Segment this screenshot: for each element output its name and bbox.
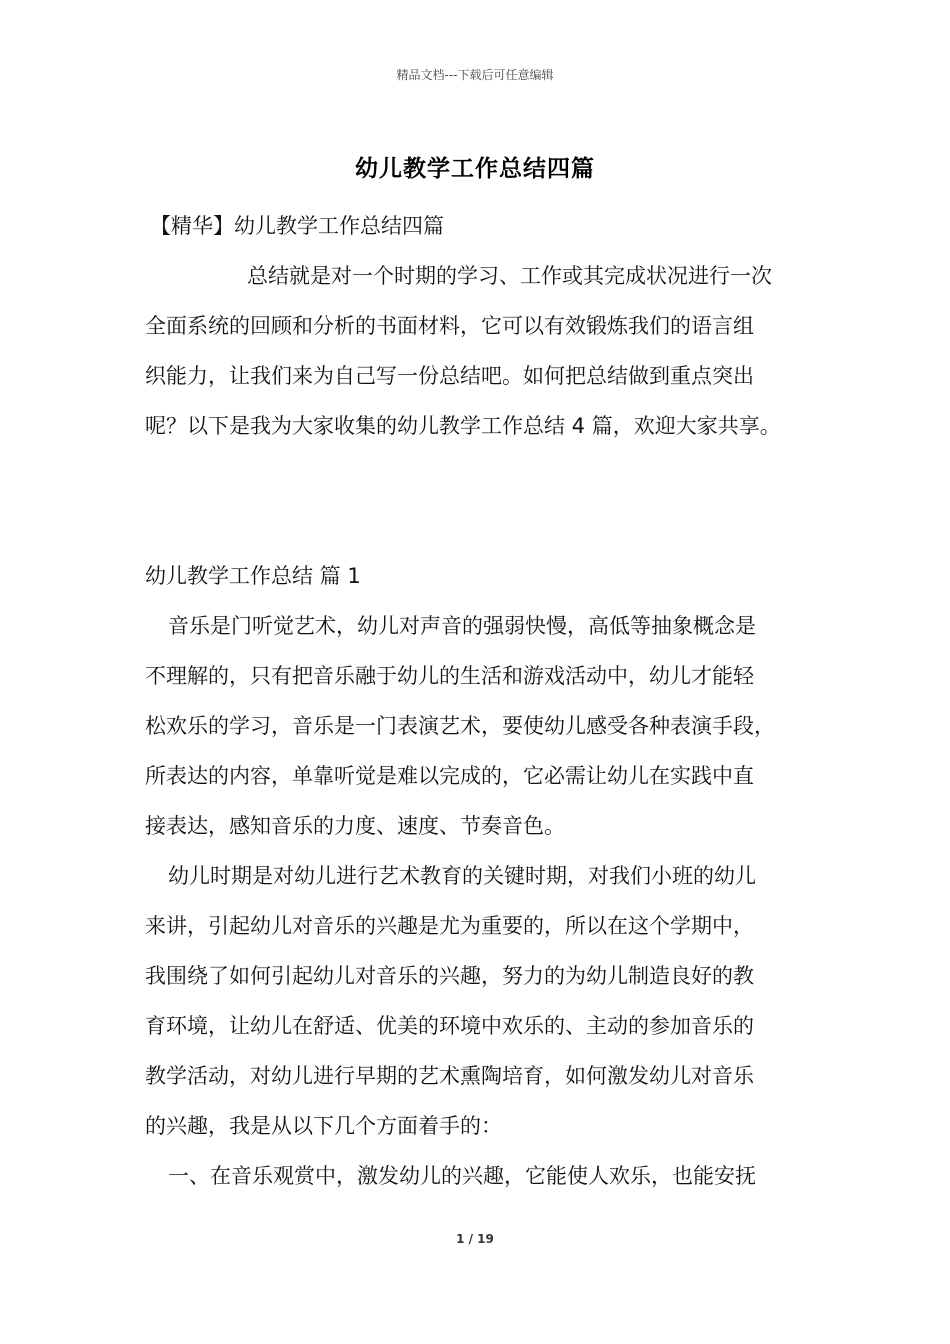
section-heading: 幼儿教学工作总结 篇 1	[145, 564, 361, 588]
paragraph-line: 不理解的，只有把音乐融于幼儿的生活和游戏活动中，幼儿才能轻	[145, 664, 754, 688]
subtitle: 【精华】幼儿教学工作总结四篇	[150, 214, 444, 238]
paragraph-line: 育环境，让幼儿在舒适、优美的环境中欢乐的、主动的参加音乐的	[145, 1014, 754, 1038]
intro-line: 全面系统的回顾和分析的书面材料，它可以有效锻炼我们的语言组	[145, 314, 754, 338]
paragraph-line: 我围绕了如何引起幼儿对音乐的兴趣，努力的为幼儿制造良好的教	[145, 964, 754, 988]
paragraph-line: 来讲，引起幼儿对音乐的兴趣是尤为重要的，所以在这个学期中，	[145, 914, 754, 938]
page-header: 精品文档---下载后可任意编辑	[396, 68, 554, 82]
intro-line: 呢？以下是我为大家收集的幼儿教学工作总结 4 篇，欢迎大家共享。	[145, 414, 781, 438]
paragraph-line: 接表达，感知音乐的力度、速度、节奏音色。	[145, 814, 565, 838]
paragraph-line: 音乐是门听觉艺术，幼儿对声音的强弱快慢，高低等抽象概念是	[168, 614, 756, 638]
paragraph-line: 教学活动，对幼儿进行早期的艺术熏陶培育，如何激发幼儿对音乐	[145, 1064, 754, 1088]
paragraph-line: 所表达的内容，单靠听觉是难以完成的，它必需让幼儿在实践中直	[145, 764, 754, 788]
paragraph-line: 幼儿时期是对幼儿进行艺术教育的关键时期，对我们小班的幼儿	[168, 864, 756, 888]
intro-line: 总结就是对一个时期的学习、工作或其完成状况进行一次	[247, 264, 772, 288]
paragraph-line: 松欢乐的学习，音乐是一门表演艺术，要使幼儿感受各种表演手段，	[145, 714, 775, 738]
paragraph-line: 的兴趣，我是从以下几个方面着手的：	[145, 1114, 502, 1138]
page-number: 1 / 19	[456, 1232, 494, 1246]
document-title: 幼儿教学工作总结四篇	[355, 156, 595, 182]
intro-line: 织能力，让我们来为自己写一份总结吧。如何把总结做到重点突出	[145, 364, 754, 388]
paragraph-line: 一、在音乐观赏中，激发幼儿的兴趣，它能使人欢乐，也能安抚	[168, 1164, 756, 1188]
